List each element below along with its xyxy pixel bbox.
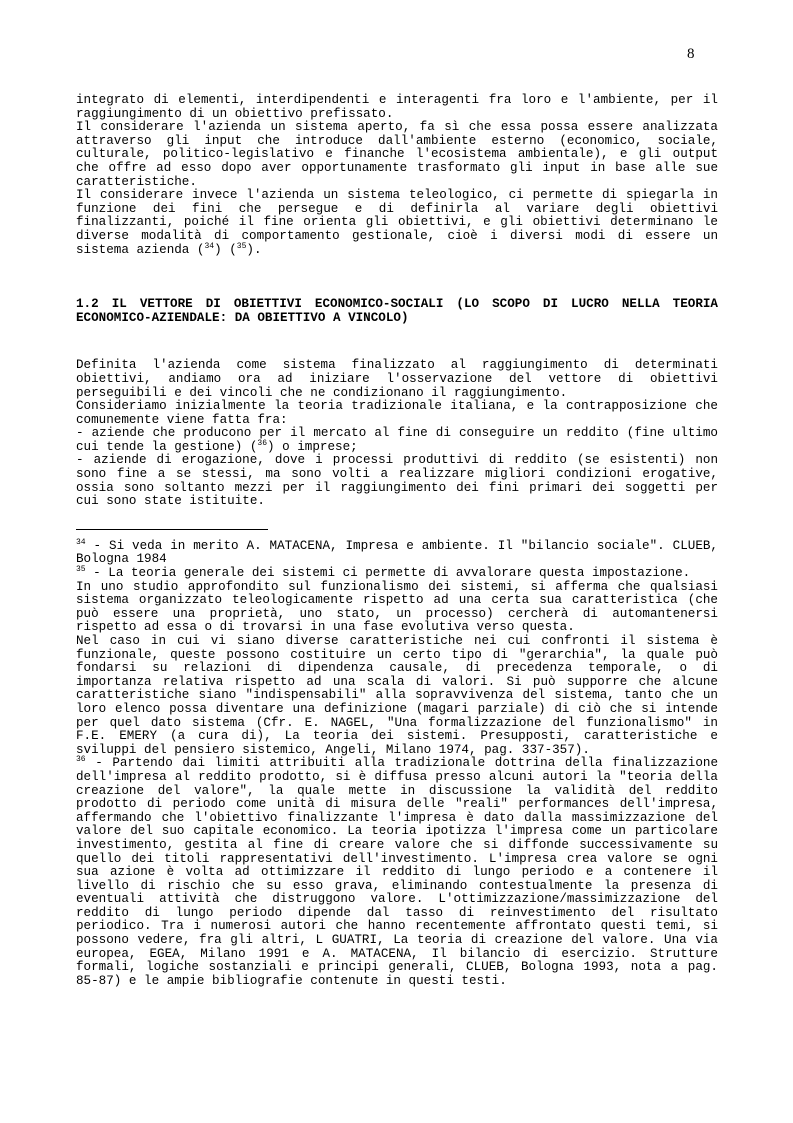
list-item-erogazione: - aziende di erogazione, dove i processi produttivi di reddito (se esistenti) non sono fine a se stessi, ma sono volti a realizzare migliori condizioni erogative, ossia sono soltanto mezzi per il raggiungimento dei fini primari dei soggetti per cui sono state istituite. [76, 453, 718, 509]
footnote-mark-36: 36 [76, 755, 86, 765]
section-paragraph-2: Consideriamo inizialmente la teoria tradizionale italiana, e la contrapposizione che comunemente viene fatta fra: [76, 399, 718, 427]
footnote-35-text: - La teoria generale dei sistemi ci permette di avvalorare questa impostazione. [85, 566, 691, 581]
section-paragraph-1: Definita l'azienda come sistema finalizzato al raggiungimento di determinati obiettivi, andiamo ora ad iniziare l'osservazione del vettore di obiettivi perseguibili e dei vincoli che ne condizionano il raggiungimento. [76, 358, 718, 400]
intro-paragraph-3-mid: ) ( [214, 242, 237, 257]
list-item-imprese [76, 427, 718, 454]
footnote-ref-34: 34 [204, 241, 215, 251]
list-item-imprese-end: ) o imprese; [267, 439, 358, 454]
footnote-separator [76, 529, 268, 530]
intro-paragraph-2: Il considerare l'azienda un sistema aperto, fa sì che essa possa essere analizzata attraverso gli input che introduce dall'ambiente esterno (economico, sociale, culturale, politico-legislativo e finanche l'ecosistema ambientale), e gli output che offre ad esso dopo aver opportunamente trasformato gli input in base alle sue caratteristiche. [76, 120, 718, 189]
document-body [76, 94, 718, 988]
footnote-36-text: - Partendo dai limiti attribuiti alla tradizionale dottrina della finalizzazione dell'impresa al reddito prodotto, si è diffusa presso alcuni autori la "teoria della creazione del valore", la quale mette in discussione la validità del reddito prodotto di periodo come unità di misura delle "reali" performances dell'impresa, affermando che l'obiettivo finalizzante l'impresa è dato dalla massimizzazione del valore del suo capitale economico. La teoria ipotizza l'impresa come un particolare investimento, gestita al fine di creare valore che si diffonde successivamente su quello dei titoli rappresentativi dell'investimento. L'impresa crea valore se ogni sua azione è volta ad ottimizzare il reddito di lungo periodo e a contenere il livello di rischio che su esso grava, eliminando contestualmente la presenza di eventuali attività che distruggono valore. L'ottimizzazione/massimizzazione del reddito di lungo periodo dipende dal tasso di reinvestimento del risultato periodico. Tra i numerosi autori che hanno recentemente affrontato questi temi, si possono vedere, fra gli altri, L GUATRI, La teoria di creazione del valore. Una via europea, EGEA, Milano 1991 e A. MATACENA, Il bilancio di esercizio. Strutture formali, logiche sostanziali e principi generali, CLUEB, Bologna 1993, nota a pag. 85-87) e le ampie bibliografie contenute in questi testi. [76, 756, 718, 988]
section-heading: 1.2 IL VETTORE DI OBIETTIVI ECONOMICO-SOCIALI (LO SCOPO DI LUCRO NELLA TEORIA ECONOMICO-AZIENDALE: DA OBIETTIVO A VINCOLO) [76, 297, 718, 325]
intro-paragraph-3 [76, 189, 718, 257]
footnote-ref-36: 36 [257, 438, 267, 448]
footnote-ref-35: 35 [236, 241, 247, 251]
list-item-imprese-text: - aziende che producono per il mercato al fine di conseguire un reddito (fine ultimo cui tende la gestione) ( [76, 426, 718, 454]
footnote-35 [76, 564, 718, 581]
footnote-34 [76, 537, 718, 567]
footnotes [76, 537, 718, 989]
footnote-34-text: - Si veda in merito A. MATACENA, Impresa e ambiente. Il "bilancio sociale". CLUEB, Bologna 1984 [76, 538, 718, 567]
footnote-35-paragraph-3: Nel caso in cui vi siano diverse caratteristiche nei cui confronti il sistema è funzionale, queste possono costituire un certo tipo di "gerarchia", la quale può fondarsi su relazioni di dipendenza causale, di precedenza temporale, o di importanza relativa rispetto ad una scala di valori. Si può supporre che alcune caratteristiche siano "indispensabili" alla sopravvivenza del sistema, tanto che un loro elenco possa diventare una definizione (magari parziale) di ciò che si intende per quel dato sistema (Cfr. E. NAGEL, "Una formalizzazione del funzionalismo" in F.E. EMERY (a cura di), La teoria dei sistemi. Presupposti, caratteristiche e sviluppi del pensiero sistemico, Angeli, Milano 1974, pag. 337-357). [76, 634, 718, 757]
footnote-35-paragraph-2: In uno studio approfondito sul funzionalismo dei sistemi, si afferma che qualsiasi sistema organizzato teleologicamente rispetto ad una certa sua caratteristica (che può essere una proprietà, uno stato, un processo) cercherà di automantenersi rispetto ad essa o di trovarsi in una fase evolutiva verso questa. [76, 579, 718, 635]
page-number: 8 [687, 46, 695, 62]
intro-paragraph-3-end: ). [246, 242, 262, 257]
footnote-mark-35: 35 [76, 564, 86, 574]
intro-paragraph-1: integrato di elementi, interdipendenti e interagenti fra loro e l'ambiente, per il raggiungimento di un obiettivo prefissato. [76, 93, 718, 121]
footnote-36 [76, 757, 718, 988]
intro-paragraph-3-text: Il considerare invece l'azienda un sistema teleologico, ci permette di spiegarla in funzione dei fini che persegue e di definirla al variare degli obiettivi finalizzanti, poiché il fine orienta gli obiettivi, e gli obiettivi determinano le diverse modalità di comportamento gestionale, cioè i diversi modi di essere un sistema azienda ( [76, 188, 718, 257]
footnote-mark-34: 34 [76, 537, 86, 547]
